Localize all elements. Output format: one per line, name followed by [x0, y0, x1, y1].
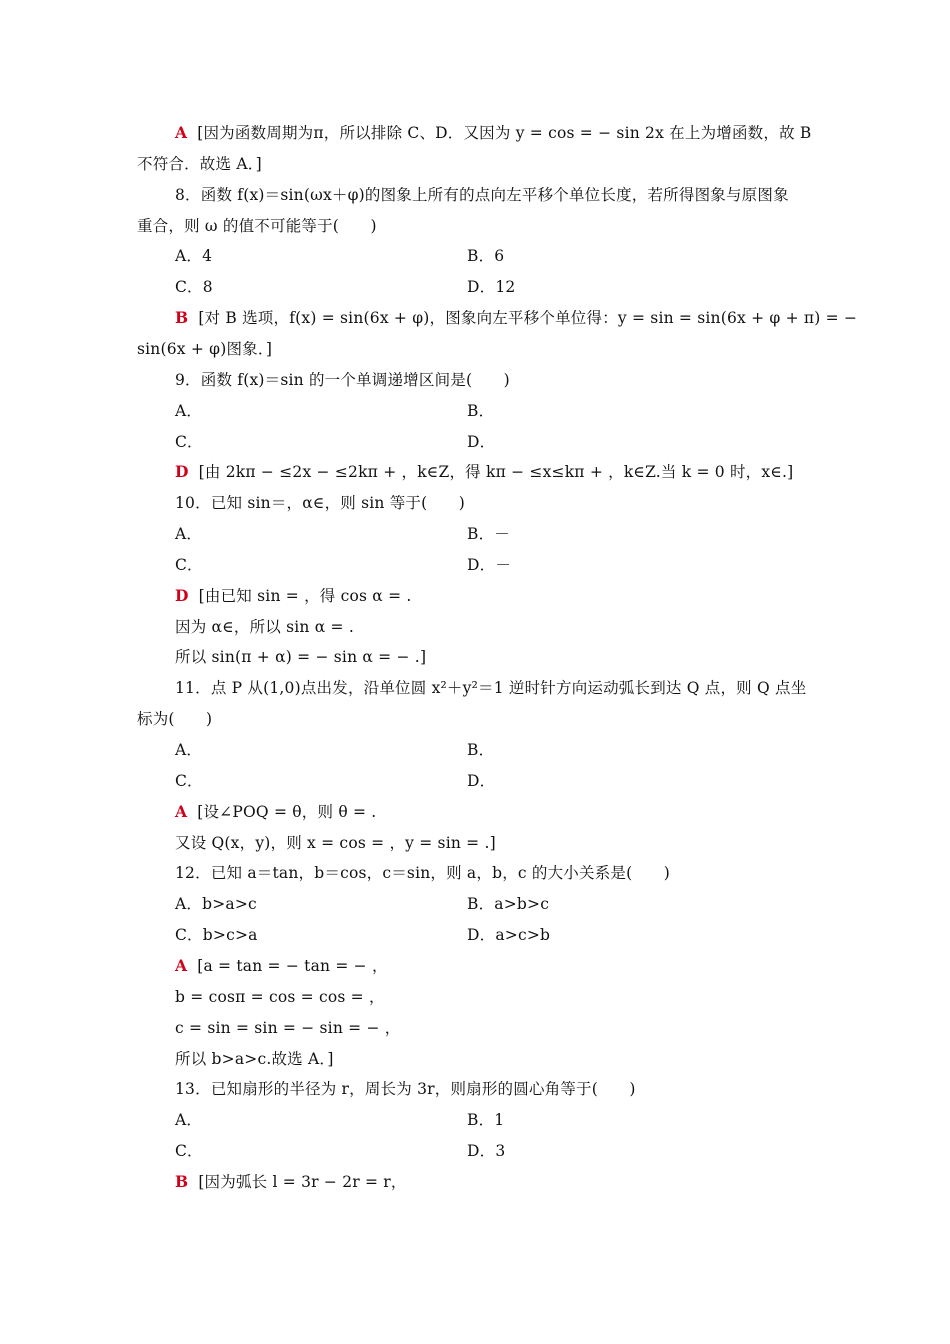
- option-left: A．b>a>c: [175, 895, 257, 914]
- option-right: D．12: [467, 278, 516, 297]
- text-line: 13．已知扇形的半径为 r，周长为 3r，则扇形的圆心角等于( ): [175, 1080, 636, 1099]
- text-line: c = sin = sin = − sin = − ，: [175, 1018, 401, 1037]
- option-right: B．: [467, 741, 495, 759]
- continuation-line: 重合，则 ω 的值不可能等于( ): [137, 216, 377, 235]
- answer-line: [175, 801, 376, 823]
- text-line: 9．函数 f(x)＝sin 的一个单调递增区间是( ): [175, 370, 510, 389]
- continuation-line: 不符合．故选 A．]: [137, 154, 262, 173]
- text-line: 12．已知 a＝tan，b＝cos，c＝sin，则 a，b，c 的大小关系是( ): [175, 864, 671, 883]
- answer-letter: D: [175, 462, 189, 482]
- answer-letter: A: [175, 955, 188, 975]
- answer-letter: B: [175, 308, 189, 328]
- option-left: C．8: [175, 278, 213, 297]
- answer-text: [因为弧长 l = 3r − 2r = r，: [198, 1172, 407, 1191]
- text-line: 因为 α∈，所以 sin α = .: [175, 617, 354, 636]
- answer-letter: A: [175, 123, 188, 142]
- text-line: 11．点 P 从(1,0)点出发，沿单位圆 x²＋y²＝1 逆时针方向运动弧长到达 Q 点，则 Q 点坐: [175, 679, 807, 698]
- option-left: C．b>c>a: [175, 926, 258, 945]
- continuation-line: 标为( ): [137, 710, 213, 729]
- option-left: A．: [175, 1111, 203, 1130]
- option-right: B．1: [467, 1111, 505, 1130]
- answer-line: [175, 122, 812, 144]
- answer-letter: D: [175, 585, 189, 605]
- text-line: 又设 Q(x，y)，则 x = cos = ，y = sin = .]: [175, 833, 496, 852]
- continuation-line: sin(6x + φ)图象．]: [137, 339, 273, 358]
- option-right: B．a>b>c: [467, 895, 550, 914]
- answer-letter: A: [175, 801, 188, 821]
- option-left: A．: [175, 525, 203, 544]
- option-right: D．－: [467, 555, 512, 574]
- option-left: A．: [175, 741, 203, 759]
- answer-line: [175, 585, 412, 607]
- option-right: D．a>c>b: [467, 926, 551, 945]
- option-right: D．: [467, 432, 496, 451]
- text-line: 所以 sin(π + α) = − sin α = − .]: [175, 648, 427, 667]
- option-left: A．4: [175, 247, 213, 266]
- text-line: 所以 b>a>c.故选 A．]: [175, 1049, 334, 1068]
- option-left: A．: [175, 401, 203, 420]
- option-right: B．－: [467, 525, 510, 544]
- text-line: 10．已知 sin＝，α∈，则 sin 等于( ): [175, 494, 466, 513]
- option-right: B．6: [467, 247, 505, 266]
- option-right: D．: [467, 771, 496, 790]
- answer-text: [由 2kπ − ≤2x − ≤2kπ + ，k∈Z，得 kπ − ≤x≤kπ + ，k∈Z.当 k = 0 时，x∈.]: [198, 463, 794, 482]
- answer-letter: B: [175, 1171, 189, 1191]
- answer-text: [由已知 sin = ，得 cos α = .: [198, 586, 412, 605]
- answer-text: [对 B 选项，f(x) = sin(6x + φ)，图象向左平移个单位得：y = sin = sin(6x + φ + π) = −: [198, 309, 858, 328]
- answer-text: [a = tan = − tan = − ，: [197, 956, 388, 975]
- option-left: C．: [175, 555, 203, 574]
- answer-line: [175, 307, 857, 329]
- text-line: 8．函数 f(x)＝sin(ωx＋φ)的图象上所有的点向左平移个单位长度，若所得图象与原图象: [175, 185, 789, 204]
- option-left: C．: [175, 771, 203, 790]
- answer-text: [设∠POQ = θ，则 θ = .: [197, 802, 377, 821]
- text-line: b = cosπ = cos = cos = ，: [175, 987, 385, 1006]
- answer-line: [175, 1171, 407, 1193]
- answer-line: [175, 461, 793, 483]
- option-left: C．: [175, 432, 203, 451]
- answer-line: [175, 955, 388, 977]
- option-right: D．3: [467, 1142, 506, 1161]
- option-right: B．: [467, 401, 495, 420]
- option-left: C．: [175, 1142, 203, 1161]
- answer-text: [因为函数周期为π，所以排除 C、D．又因为 y = cos = − sin 2x 在上为增函数，故 B: [197, 124, 812, 142]
